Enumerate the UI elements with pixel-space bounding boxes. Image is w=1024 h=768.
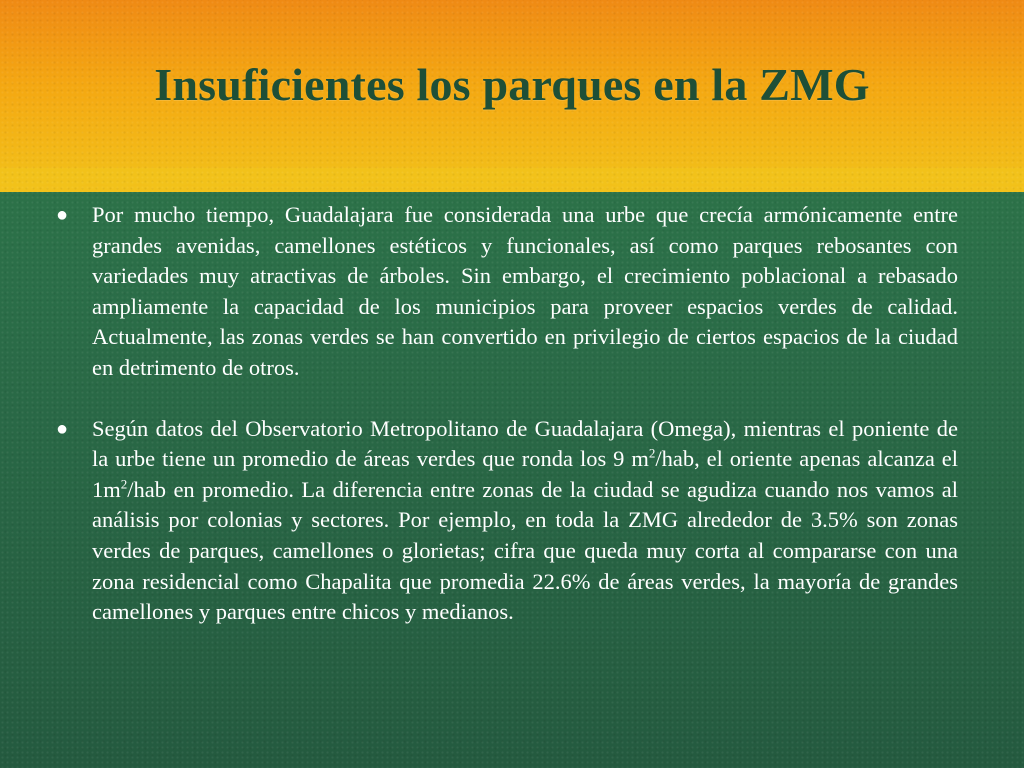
bullet-text-1: Por mucho tiempo, Guadalajara fue considerada una urbe que crecía armónicamente entre grandes avenidas, camellones estéticos y funcionales, así como parques rebosantes con variedades muy atractivas de árboles. Sin embargo, el crecimiento poblacional a rebasado ampliamente la capacidad de los municipios para proveer espacios verdes de calidad. Actualmente, las zonas verdes se han convertido en privilegio de ciertos espacios de la ciudad en detrimento de otros. (92, 202, 958, 380)
bullet-list (50, 200, 958, 658)
bullet-item-1 (50, 200, 958, 384)
bullet-dot-icon: ● (56, 417, 69, 440)
bullet-text-2-part1: Según datos del Observatorio Metropolitano de Guadalajara (Omega), mientras el poniente de la urbe tiene un promedio de áreas verdes que ronda los 9 m (92, 415, 958, 472)
bullet-dot-icon: ● (56, 204, 69, 226)
bullet-item-2 (50, 414, 958, 628)
bullet-text-2-part2: /hab, el oriente apenas alcanza el 1m (92, 446, 958, 502)
bullet-text-2 (92, 416, 958, 625)
bullet-text-2-part3: /hab en promedio. La diferencia entre zonas de la ciudad se agudiza cuando nos vamos al análisis por colonias y sectores. Por ejemplo, en toda la ZMG alrededor de 3.5% son zonas verdes de parques, camellones o glorietas; cifra que queda muy corta al compararse con una zona residencial como Chapalita que promedia 22.6% de áreas verdes, la mayoría de grandes camellones y parques entre chicos y medianos. (92, 476, 958, 625)
slide-title: Insuficientes los parques en la ZMG (154, 59, 870, 110)
superscript-2: 2 (120, 476, 128, 492)
superscript-1: 2 (648, 445, 656, 461)
